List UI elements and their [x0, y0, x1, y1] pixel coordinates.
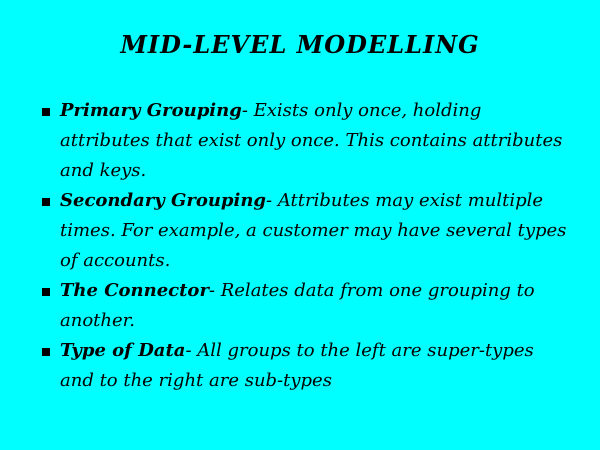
square-bullet-icon: [42, 198, 50, 206]
bullet-term: The Connector: [60, 280, 209, 301]
square-bullet-icon: [42, 288, 50, 296]
bullet-term: Secondary Grouping: [60, 190, 267, 211]
bullet-term: Type of Data: [60, 340, 186, 361]
bullet-item-type-of-data: [30, 336, 570, 396]
bullet-list: [30, 96, 570, 396]
square-bullet-icon: [42, 348, 50, 356]
bullet-item-the-connector: [30, 276, 570, 336]
square-bullet-icon: [42, 108, 50, 116]
bullet-text: - Exists only once, holding attributes that exist only once. This contains attributes and keys.: [60, 100, 563, 181]
bullet-item-secondary-grouping: [30, 186, 570, 276]
bullet-term: Primary Grouping: [60, 100, 242, 121]
slide-title: MID-LEVEL MODELLING: [120, 30, 480, 59]
bullet-text: - Relates data from one grouping to another.: [60, 280, 535, 331]
bullet-text: - All groups to the left are super-types and to the right are sub-types: [60, 340, 534, 391]
bullet-text: - Attributes may exist multiple times. For example, a customer may have several types of accounts.: [60, 190, 567, 271]
bullet-item-primary-grouping: [30, 96, 570, 186]
